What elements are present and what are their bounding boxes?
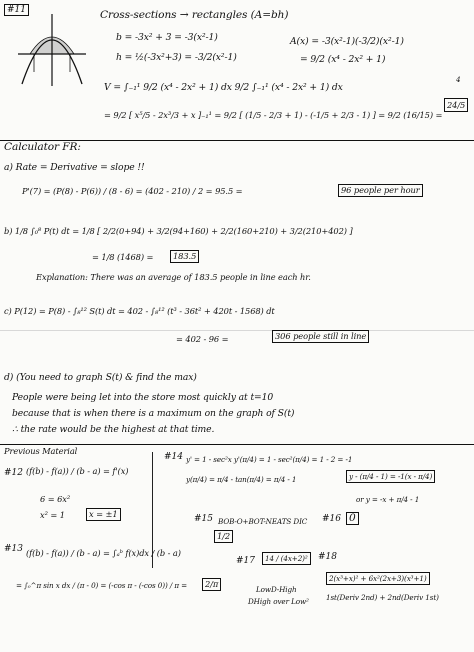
calc-a-answer-box: 96 people per hour bbox=[338, 184, 423, 197]
calc-b-line-2: = 1/8 (1468) = bbox=[92, 252, 154, 262]
p17-answer-box: 14 / (4x+2)² bbox=[262, 552, 311, 565]
p15-note: BOB-O+BOT-NEATS DIC bbox=[218, 517, 308, 526]
calc-d-line-4: ∴ the rate would be the highest at that time. bbox=[12, 424, 215, 435]
p13-line-2: = ∫₀^π sin x dx / (π - 0) = (-cos π - (-cos 0)) / π = bbox=[16, 581, 188, 590]
calc-c-line-1: c) P(12) = P(8) - ∫₈¹² S(t) dt = 402 - ∫₈¹² (t³ - 36t² + 420t - 1568) dt bbox=[4, 306, 275, 316]
p12-tag: #12 bbox=[4, 468, 23, 478]
p14-line-1: y' = 1 - sec²x y'(π/4) = 1 - sec²(π/4) = 1 - 2 = -1 bbox=[186, 455, 353, 464]
calc-b-explanation: Explanation: There was an average of 183.5 people in line each hr. bbox=[36, 272, 311, 282]
p15-answer-box: 1/2 bbox=[214, 530, 233, 543]
p15-tag: #15 bbox=[194, 514, 213, 524]
p12-line-3: x² = 1 bbox=[40, 510, 65, 520]
p14-tag: #14 bbox=[164, 452, 183, 462]
calc-d-line-3: because that is when there is a maximum on the graph of S(t) bbox=[12, 408, 295, 419]
calc-c-answer-box: 306 people still in line bbox=[272, 330, 369, 343]
p18-answer-box: 2(x³+x)² + 6x²(2x+3)(x³+1) bbox=[326, 572, 430, 585]
p11-line-4: V = ∫₋₁¹ 9/2 (x⁴ - 2x² + 1) dx 9/2 ∫₋₁¹ (x⁴ - 2x² + 1) dx bbox=[104, 82, 343, 93]
p12-line-1: (f(b) - f(a)) / (b - a) = f'(x) bbox=[26, 466, 129, 476]
calc-header: Calculator FR: bbox=[4, 141, 81, 153]
calc-c-line-2: = 402 - 96 = bbox=[176, 334, 229, 344]
p11-line-1: Cross-sections → rectangles (A=bh) bbox=[100, 9, 289, 21]
p11-answer-box: 24/5 bbox=[444, 98, 468, 112]
p14-line-3: or y = -x + π/4 - 1 bbox=[356, 495, 420, 504]
p12-answer-box: x = ±1 bbox=[86, 508, 121, 521]
previous-header: Previous Material bbox=[4, 446, 78, 456]
calc-a-line-2: P'(7) = (P(8) - P(6)) / (8 - 6) = (402 - 210) / 2 = 95.5 = bbox=[22, 186, 243, 196]
parabola-sketch bbox=[16, 14, 88, 88]
p11-line-3: h = ½(-3x²+3) = -3/2(x²-1) bbox=[116, 52, 237, 63]
p11-line-2-right: A(x) = -3(x²-1)(-3/2)(x²-1) bbox=[290, 36, 404, 47]
p13-tag: #13 bbox=[4, 544, 23, 554]
p16-tag: #16 bbox=[322, 514, 341, 524]
calc-b-answer-box: 183.5 bbox=[170, 250, 199, 263]
p11-line-2: b = -3x² + 3 = -3(x²-1) bbox=[116, 32, 218, 43]
p14-answer-box: y - (π/4 - 1) = -1(x - π/4) bbox=[346, 470, 435, 483]
calc-d-line-1: d) (You need to graph S(t) & find the max) bbox=[4, 372, 197, 383]
p14-line-2: y(π/4) = π/4 - tan(π/4) = π/4 - 1 bbox=[186, 475, 297, 484]
p17-note-1: LowD-High bbox=[256, 585, 297, 594]
calc-b-line-1: b) 1/8 ∫₀⁸ P(t) dt = 1/8 [ 2/2(0+94) + 3/2(94+160) + 2/2(160+210) + 3/2(210+402) ] bbox=[4, 226, 353, 236]
problem-11-tag: #11 bbox=[4, 4, 29, 16]
p13-answer-box: 2/π bbox=[202, 578, 221, 591]
p11-line-3-right: = 9/2 (x⁴ - 2x² + 1) bbox=[300, 54, 386, 65]
p17-note-2: DHigh over Low² bbox=[248, 597, 309, 606]
p16-answer-box: 0 bbox=[346, 512, 359, 525]
p18-tag: #18 bbox=[318, 552, 337, 562]
calc-d-line-2: People were being let into the store most quickly at t=10 bbox=[12, 392, 274, 403]
p12-line-2: 6 = 6x² bbox=[40, 494, 71, 504]
calc-a-line-1: a) Rate = Derivative = slope !! bbox=[4, 162, 145, 173]
p18-note: 1st(Deriv 2nd) + 2nd(Deriv 1st) bbox=[326, 593, 439, 602]
p11-line-5: = 9/2 [ x⁵/5 - 2x³/3 + x ]₋₁¹ = 9/2 [ (1/5 - 2/3 + 1) - (-1/5 + 2/3 - 1) ] = 9/2 (16/15) = bbox=[104, 110, 443, 120]
p13-line-1: (f(b) - f(a)) / (b - a) = ∫ₐᵇ f(x)dx / (b - a) bbox=[26, 548, 181, 558]
p11-side-note: 4 bbox=[456, 75, 461, 84]
p17-tag: #17 bbox=[236, 556, 255, 566]
